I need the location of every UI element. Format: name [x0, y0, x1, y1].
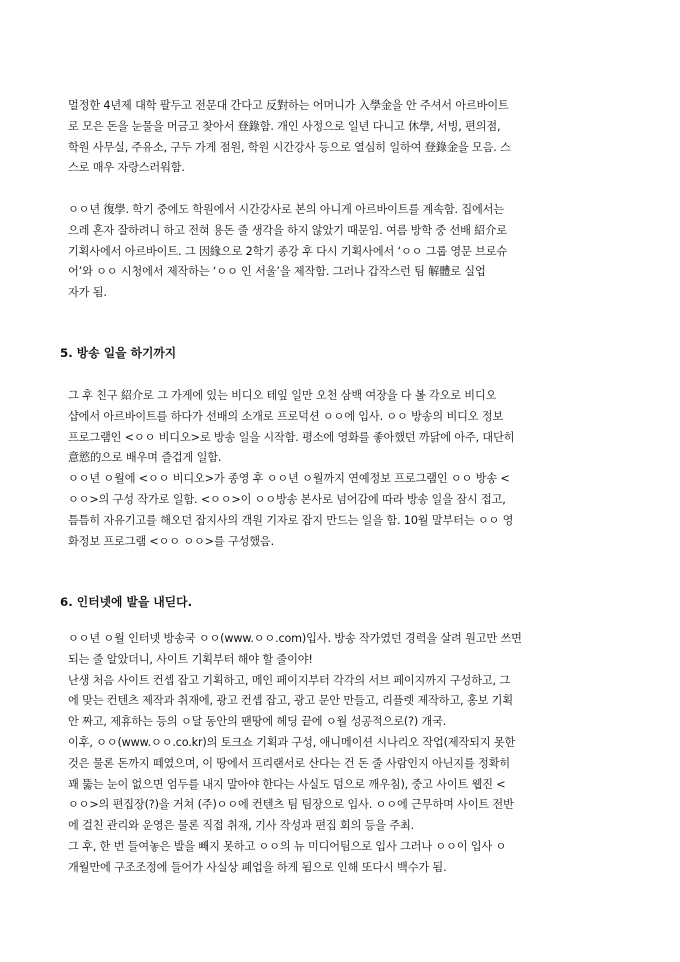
text-line: 이후, ㅇㅇ(www.ㅇㅇ.co.kr)의 토크쇼 기획과 구성, 애니메이션 시나리오 작업(제작되지 못한 — [68, 735, 516, 749]
text-line: 으레 혼자 잘하려니 하고 전혀 용돈 줄 생각을 하지 않았기 때문임. 여름 방학 중 선배 紹介로 — [68, 223, 507, 237]
text-line: 화정보 프로그램 <ㅇㅇ ㅇㅇ>를 구성했음. — [68, 534, 274, 548]
text-line: 틈틈히 자유기고를 해오던 잡지사의 객원 기자로 잡지 만드는 일을 함. 10월 말부터는 ㅇㅇ 영 — [68, 513, 514, 527]
section-heading-broadcasting: 5. 방송 일을 하기까지 — [60, 346, 177, 360]
text-line: 기획사에서 아르바이트. 그 因緣으로 2학기 종강 후 다시 기획사에서 ‘ㅇㅇ 그룹 영문 브로슈 — [68, 244, 508, 258]
text-line: 에 걸친 관리와 운영은 물론 직접 취재, 기사 작성과 편집 회의 등을 주최. — [68, 819, 415, 833]
text-line: 학원 사무실, 주유소, 구두 가게 점원, 학원 시간강사 등으로 열심히 일하여 登錄金을 모음. 스 — [68, 140, 511, 154]
text-line: 어’와 ㅇㅇ 시청에서 제작하는 ‘ㅇㅇ 인 서울’을 제작함. 그러나 갑작스런 팀 解體로 실업 — [68, 265, 486, 279]
text-line: ㅇㅇ년 ㅇ월 인터넷 방송국 ㅇㅇ(www.ㅇㅇ.com)입사. 방송 작가였던 경력을 살려 원고만 쓰면 — [68, 632, 522, 645]
paragraph-internet-career — [68, 629, 624, 879]
text-line: 멀정한 4년제 대학 팔두고 전문대 간다고 反對하는 어머니가 入學金을 안 주셔서 아르바이트 — [68, 99, 509, 112]
text-line: 것은 물론 돈까지 떼였으며, 이 땅에서 프리랜서로 산다는 건 돈 줄 사람인지 아닌지를 정확히 — [68, 756, 511, 770]
text-line: 개월만에 구조조정에 들어가 사실상 폐업을 하게 됨으로 인해 또다시 백수가 됨. — [68, 860, 447, 874]
section-heading-internet: 6. 인터넷에 발을 내딛다. — [60, 595, 193, 609]
text-line: 에 맞는 컨텐츠 제작과 취재에, 광고 컨셉 잡고, 광고 문안 만들고, 리플렛 제작하고, 홍보 기획 — [68, 694, 513, 708]
text-line: ㅇㅇ년 ㅇ월에 <ㅇㅇ 비디오>가 종영 후 ㅇㅇ년 ㅇ월까지 연예정보 프로그램인 ㅇㅇ 방송 < — [68, 472, 510, 486]
text-line: 꽤 뚫는 눈이 없으면 엄두를 내지 말아야 한다는 사실도 덤으로 깨우침), 중고 사이트 웹진 < — [68, 777, 506, 791]
text-line: 그 후, 한 번 들여놓은 발을 빼지 못하고 ㅇㅇ의 뉴 미디어팀으로 입사 그러나 ㅇㅇ이 입사 ㅇ — [68, 839, 507, 853]
text-line: 그 후 친구 紹介로 그 가게에 있는 비디오 테잎 일만 오천 삼백 여장을 다 볼 각오로 비디오 — [68, 389, 497, 402]
text-line: 프로그램인 <ㅇㅇ 비디오>로 방송 일을 시작함. 평소에 영화를 좋아했던 까닭에 아주, 대단히 — [68, 430, 515, 444]
text-line: 샵에서 아르바이트를 하다가 선배의 소개로 프로덕션 ㅇㅇ에 입사. ㅇㅇ 방송의 비디오 정보 — [68, 409, 504, 423]
paragraph-part-time-jobs — [68, 96, 624, 179]
paragraph-broadcasting-career — [68, 386, 624, 552]
text-line: ㅇㅇ년 復學. 학기 중에도 학원에서 시간강사로 본의 아니게 아르바이트를 계속함. 집에서는 — [68, 203, 504, 216]
text-line: 스로 매우 자랑스러워함. — [68, 161, 185, 175]
text-line: ㅇㅇ>의 편집장(?)을 거쳐 (주)ㅇㅇ에 컨텐츠 팀 팀장으로 입사. ㅇㅇ에 근무하며 사이트 전반 — [68, 798, 514, 812]
text-line: 되는 줄 알았더니, 사이트 기획부터 해야 할 줄이야! — [68, 652, 313, 666]
text-line: 자가 됨. — [68, 286, 107, 300]
text-line: ㅇㅇ>의 구성 작가로 일함. <ㅇㅇ>이 ㅇㅇ방송 본사로 넘어감에 따라 방송 일을 잠시 접고, — [68, 492, 506, 506]
text-line: 로 모은 돈을 눈물을 머금고 찾아서 登錄함. 개인 사정으로 일년 다니고 休學, 서빙, 편의점, — [68, 119, 501, 133]
text-line: 意慾的으로 배우며 즐겁게 일함. — [68, 451, 222, 465]
text-line: 안 짜고, 제휴하는 등의 ㅇ달 동안의 팬땅에 헤딩 끝에 ㅇ월 성공적으로(?) 개국. — [68, 715, 447, 729]
paragraph-return-to-school — [68, 200, 624, 304]
text-line: 난생 처음 사이트 컨셉 잡고 기획하고, 메인 페이지부터 각각의 서브 페이지까지 구성하고, 그 — [68, 673, 511, 687]
